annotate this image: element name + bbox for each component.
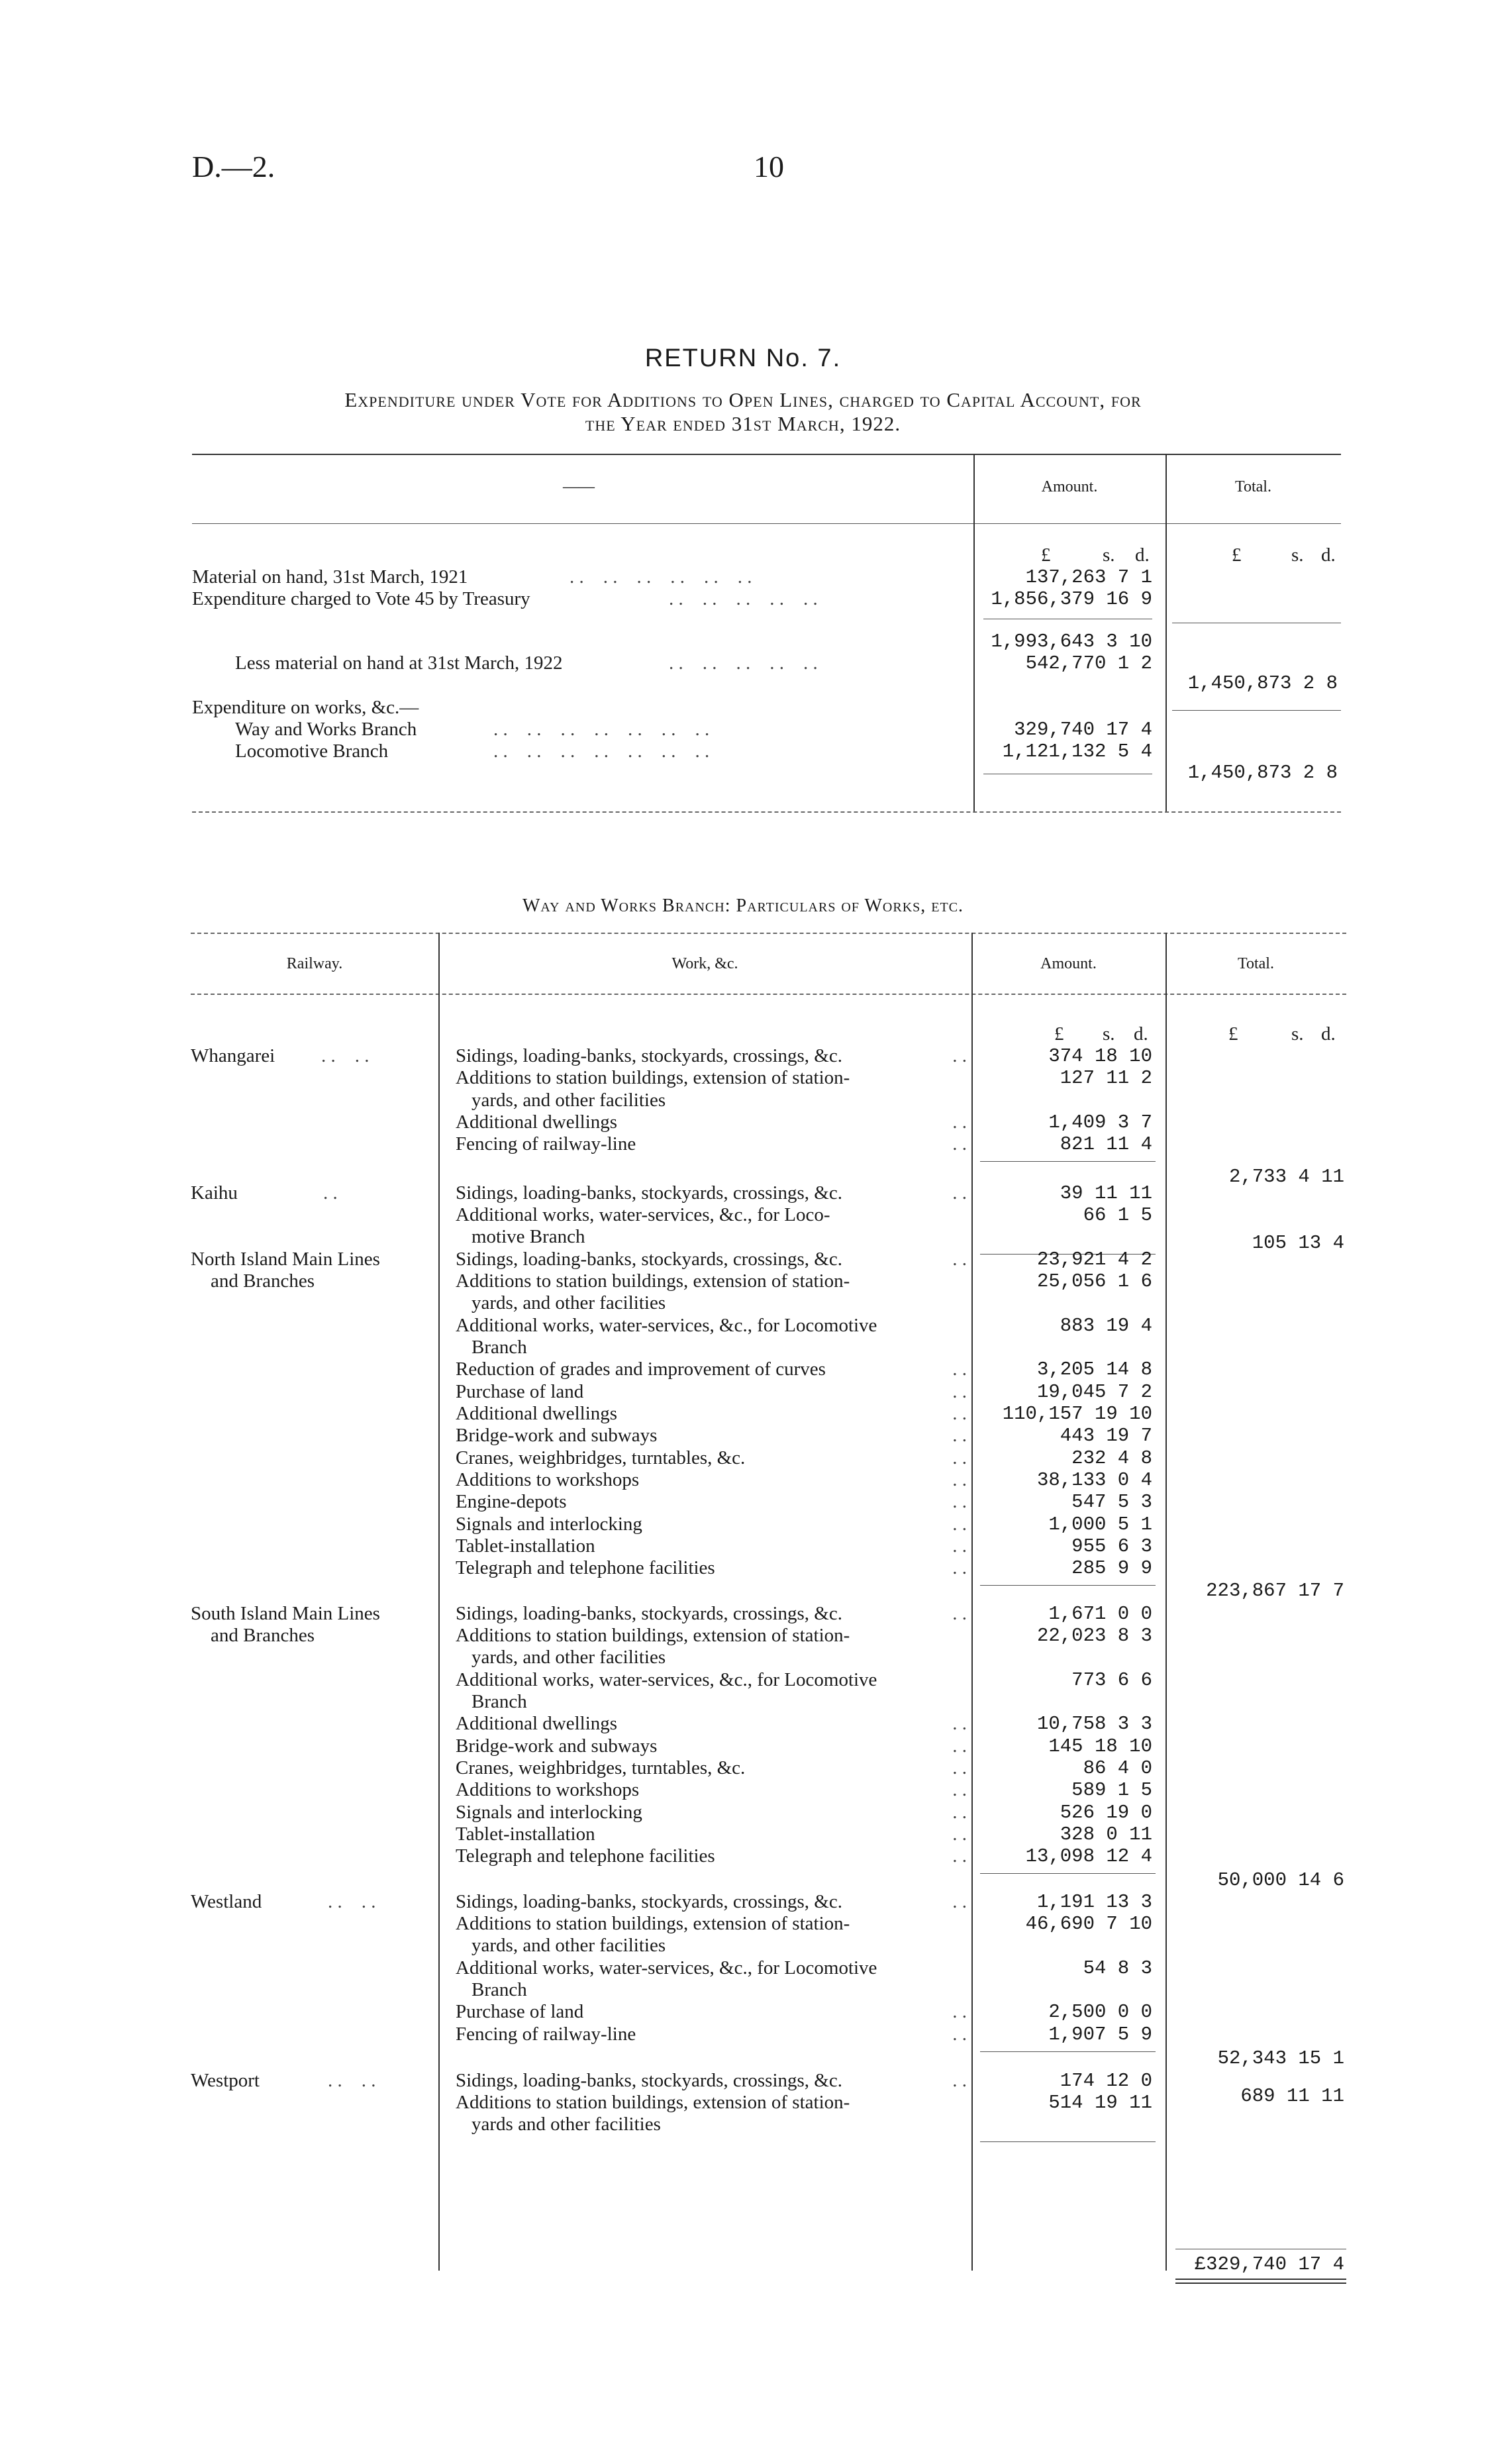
summary-row-label: Material on hand, 31st March, 1921 — [192, 566, 468, 588]
summary-row-label: Way and Works Branch — [235, 719, 417, 740]
dot-leader: . . — [952, 1757, 967, 1778]
dot-leader: . . — [952, 1514, 967, 1535]
work-item: Additional dwellings — [456, 1713, 618, 1734]
work-amount: 773 6 6 — [1071, 1669, 1152, 1691]
railway-total: 2,733 4 11 — [1228, 1166, 1344, 1188]
dot-leader: . . — [952, 1249, 967, 1270]
work-item: Purchase of land — [456, 1381, 584, 1402]
work-item: yards, and other facilities — [471, 1647, 666, 1668]
railway-name-cont: and Branches — [211, 1270, 315, 1292]
summary-row-label: Less material on hand at 31st March, 1922 — [235, 652, 563, 674]
work-item: Additional works, water-services, &c., for Locomotive — [456, 1957, 877, 1978]
work-amount: 174 12 0 — [1060, 2070, 1152, 2092]
railway-total: 52,343 15 1 — [1217, 2047, 1344, 2069]
dot-leader: . . — [952, 1469, 967, 1490]
dot-leader: . . — [952, 1045, 967, 1066]
page-ref: D.—2. — [192, 150, 275, 183]
work-item: Additional works, water-services, &c., for Loco- — [456, 1204, 830, 1225]
work-amount: 1,000 5 1 — [1048, 1514, 1152, 1535]
work-amount: 443 19 7 — [1060, 1425, 1152, 1447]
work-item: Telegraph and telephone facilities — [456, 1845, 715, 1867]
summary-row-label: Expenditure on works, &c.— — [192, 697, 419, 718]
work-item: Sidings, loading-banks, stockyards, crossings, &c. — [456, 1045, 842, 1066]
work-item: Additions to station buildings, extension of station- — [456, 2092, 850, 2113]
dot-leader: . . — [952, 1713, 967, 1734]
work-item: Additions to station buildings, extension of station- — [456, 1067, 850, 1088]
summary-total-pence: d. — [1321, 544, 1336, 566]
work-item: Branch — [471, 1337, 527, 1358]
railway-name: Westport — [191, 2070, 260, 2091]
work-item: Additional works, water-services, &c., for Locomotive — [456, 1315, 877, 1336]
work-item: Bridge-work and subways — [456, 1425, 658, 1446]
work-amount: 13,098 12 4 — [1025, 1845, 1152, 1867]
work-item: yards, and other facilities — [471, 1292, 666, 1313]
work-item: Cranes, weighbridges, turntables, &c. — [456, 1757, 746, 1778]
work-item: Additions to workshops — [456, 1469, 640, 1490]
work-amount: 1,907 5 9 — [1048, 2024, 1152, 2045]
works-header-amount: Amount. — [1040, 955, 1097, 972]
works-total-shilling: s. — [1291, 1023, 1304, 1045]
railway-name: North Island Main Lines — [191, 1249, 380, 1270]
dot-leader: . . . . — [328, 2070, 376, 2091]
dot-leader: . . — [952, 1491, 967, 1512]
works-amount-pence: d. — [1134, 1023, 1148, 1045]
work-amount: 285 9 9 — [1071, 1557, 1152, 1579]
work-item: Fencing of railway-line — [456, 2024, 636, 2045]
dot-leader: . . — [952, 2070, 967, 2091]
work-amount: 526 19 0 — [1060, 1802, 1152, 1823]
dot-leader: . . — [952, 1182, 967, 1204]
summary-amount-pound: £ — [1041, 544, 1051, 566]
work-item: Sidings, loading-banks, stockyards, crossings, &c. — [456, 1603, 842, 1624]
work-item: Additions to workshops — [456, 1779, 640, 1800]
summary-row-amount: 1,121,132 5 4 — [1002, 741, 1152, 762]
railway-total: 689 11 11 — [1240, 2085, 1344, 2107]
return-subtitle-line2: the Year ended 31st March, 1922. — [585, 412, 901, 435]
work-item: Signals and interlocking — [456, 1514, 642, 1535]
work-item: Additions to station buildings, extension of station- — [456, 1625, 850, 1646]
work-item: motive Branch — [471, 1226, 585, 1247]
summary-header-blank: —— — [563, 478, 595, 495]
work-item: Signals and interlocking — [456, 1802, 642, 1823]
work-amount: 514 19 11 — [1048, 2092, 1152, 2114]
dot-leader: . . — [952, 1425, 967, 1446]
summary-row-label: Locomotive Branch — [235, 741, 389, 762]
work-item: Additional dwellings — [456, 1403, 618, 1424]
work-amount: 10,758 3 3 — [1036, 1713, 1152, 1735]
works-total-pence: d. — [1321, 1023, 1336, 1045]
works-grand-total: £329,740 17 4 — [1194, 2253, 1344, 2275]
work-amount: 39 11 11 — [1060, 1182, 1152, 1204]
railway-total: 50,000 14 6 — [1217, 1869, 1344, 1891]
dot-leader: . . — [952, 1535, 967, 1557]
work-amount: 23,921 4 2 — [1036, 1249, 1152, 1270]
work-item: Sidings, loading-banks, stockyards, crossings, &c. — [456, 1891, 842, 1912]
work-item: Sidings, loading-banks, stockyards, crossings, &c. — [456, 1182, 842, 1204]
work-amount: 328 0 11 — [1060, 1823, 1152, 1845]
work-item: Sidings, loading-banks, stockyards, crossings, &c. — [456, 2070, 842, 2091]
summary-header-amount: Amount. — [1041, 478, 1098, 495]
work-amount: 46,690 7 10 — [1025, 1913, 1152, 1935]
work-amount: 1,191 13 3 — [1036, 1891, 1152, 1913]
works-header-railway: Railway. — [286, 955, 343, 972]
works-total-pound: £ — [1228, 1023, 1238, 1045]
railway-name: South Island Main Lines — [191, 1603, 380, 1624]
dot-leader: . . — [952, 1845, 967, 1867]
railway-name: Whangarei — [191, 1045, 275, 1066]
dot-leader: . . — [952, 1111, 967, 1133]
work-item: Telegraph and telephone facilities — [456, 1557, 715, 1578]
railway-name: Kaihu — [191, 1182, 238, 1204]
work-amount: 38,133 0 4 — [1036, 1469, 1152, 1491]
work-item: Cranes, weighbridges, turntables, &c. — [456, 1447, 746, 1468]
work-amount: 145 18 10 — [1048, 1735, 1152, 1757]
summary-row-amount: 1,993,643 3 10 — [991, 631, 1152, 652]
dot-leader: . . — [952, 1557, 967, 1578]
dot-leader: . . — [323, 1182, 338, 1204]
work-item: Engine-depots — [456, 1491, 567, 1512]
work-amount: 883 19 4 — [1060, 1315, 1152, 1337]
summary-row-label: Expenditure charged to Vote 45 by Treasury — [192, 588, 530, 609]
work-amount: 232 4 8 — [1071, 1447, 1152, 1469]
work-amount: 86 4 0 — [1083, 1757, 1152, 1779]
work-amount: 54 8 3 — [1083, 1957, 1152, 1979]
work-item: yards and other facilities — [471, 2114, 661, 2135]
dot-leader: . . — [952, 2024, 967, 2045]
dot-leader: . . . . — [328, 1891, 376, 1912]
summary-row-amount: 542,770 1 2 — [1025, 652, 1152, 674]
summary-row-total: 1,450,873 2 8 — [1187, 762, 1338, 784]
dot-leader: . . — [952, 1447, 967, 1468]
work-item: Sidings, loading-banks, stockyards, crossings, &c. — [456, 1249, 842, 1270]
work-amount: 1,671 0 0 — [1048, 1603, 1152, 1625]
dot-leader: . . — [952, 1133, 967, 1155]
work-item: Tablet-installation — [456, 1823, 595, 1845]
dot-leader: . . — [952, 1381, 967, 1402]
summary-row-amount: 1,856,379 16 9 — [991, 588, 1152, 610]
page-number: 10 — [754, 150, 784, 183]
return-title: RETURN No. 7. — [644, 344, 842, 372]
dot-leader: . . — [952, 1359, 967, 1380]
works-amount-pound: £ — [1054, 1023, 1064, 1045]
summary-total-shilling: s. — [1291, 544, 1304, 566]
work-amount: 110,157 19 10 — [1002, 1403, 1152, 1425]
dot-leader: . . — [952, 2001, 967, 2022]
work-item: Additions to station buildings, extension of station- — [456, 1913, 850, 1934]
work-item: Reduction of grades and improvement of curves — [456, 1359, 826, 1380]
dot-leader: . . — [952, 1735, 967, 1757]
railway-name: Westland — [191, 1891, 262, 1912]
summary-row-amount: 137,263 7 1 — [1025, 566, 1152, 588]
work-item: Branch — [471, 1691, 527, 1712]
work-item: yards, and other facilities — [471, 1090, 666, 1111]
work-amount: 19,045 7 2 — [1036, 1381, 1152, 1403]
summary-total-pound: £ — [1232, 544, 1242, 566]
work-item: Additional works, water-services, &c., for Locomotive — [456, 1669, 877, 1690]
summary-amount-shilling: s. — [1103, 544, 1115, 566]
work-amount: 374 18 10 — [1048, 1045, 1152, 1067]
summary-row-amount: 329,740 17 4 — [1014, 719, 1152, 741]
work-amount: 22,023 8 3 — [1036, 1625, 1152, 1647]
work-amount: 25,056 1 6 — [1036, 1270, 1152, 1292]
dot-leader: . . — [952, 1603, 967, 1624]
work-item: Purchase of land — [456, 2001, 584, 2022]
summary-amount-pence: d. — [1135, 544, 1150, 566]
work-amount: 66 1 5 — [1083, 1204, 1152, 1226]
work-item: Fencing of railway-line — [456, 1133, 636, 1155]
works-amount-shilling: s. — [1103, 1023, 1115, 1045]
railway-total: 105 13 4 — [1252, 1232, 1344, 1254]
works-section-title: Way and Works Branch: Particulars of Works, etc. — [522, 896, 964, 916]
work-item: Additions to station buildings, extension of station- — [456, 1270, 850, 1292]
summary-row-total: 1,450,873 2 8 — [1187, 672, 1338, 694]
summary-header-total: Total. — [1235, 478, 1271, 495]
dot-leader: . . — [952, 1891, 967, 1912]
dot-leader: . . — [952, 1403, 967, 1424]
works-header-work: Work, &c. — [671, 955, 738, 972]
work-amount: 2,500 0 0 — [1048, 2001, 1152, 2023]
dot-leader: . . — [952, 1823, 967, 1845]
work-amount: 955 6 3 — [1071, 1535, 1152, 1557]
work-item: Branch — [471, 1979, 527, 2000]
work-amount: 1,409 3 7 — [1048, 1111, 1152, 1133]
railway-name-cont: and Branches — [211, 1625, 315, 1646]
work-item: Bridge-work and subways — [456, 1735, 658, 1757]
work-item: Additional dwellings — [456, 1111, 618, 1133]
work-amount: 821 11 4 — [1060, 1133, 1152, 1155]
dot-leader: . . . . — [321, 1045, 370, 1066]
work-item: yards, and other facilities — [471, 1935, 666, 1956]
dot-leader: . . — [952, 1779, 967, 1800]
work-amount: 127 11 2 — [1060, 1067, 1152, 1089]
work-amount: 547 5 3 — [1071, 1491, 1152, 1513]
dot-leader: . . — [952, 1802, 967, 1823]
work-amount: 589 1 5 — [1071, 1779, 1152, 1801]
work-item: Tablet-installation — [456, 1535, 595, 1557]
work-amount: 3,205 14 8 — [1036, 1359, 1152, 1380]
return-subtitle-line1: Expenditure under Vote for Additions to Open Lines, charged to Capital Account, for — [344, 388, 1142, 411]
works-header-total: Total. — [1238, 955, 1274, 972]
railway-total: 223,867 17 7 — [1206, 1580, 1344, 1602]
